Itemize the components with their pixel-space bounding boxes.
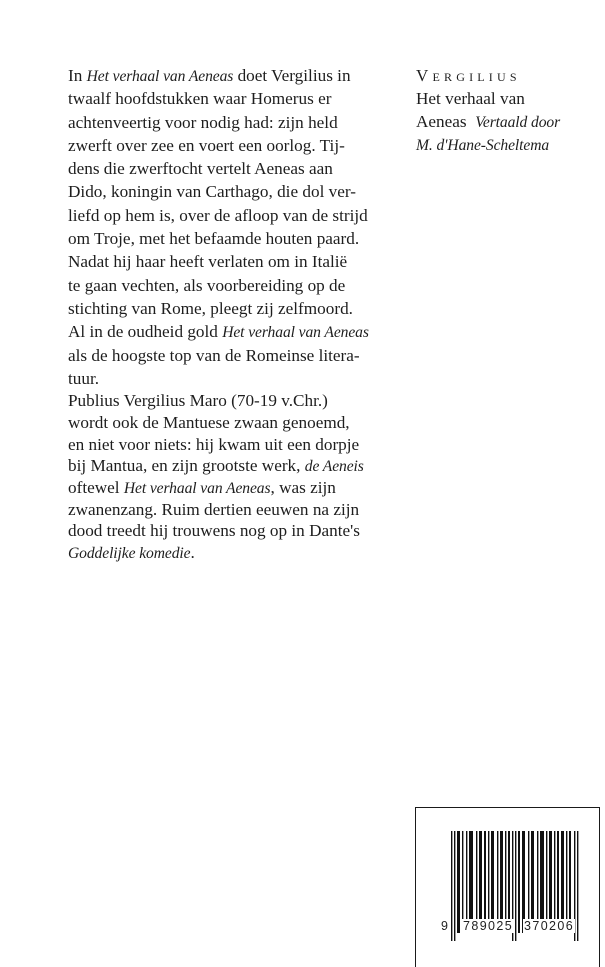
book-title-italic: Het verhaal van Aeneas: [123, 479, 271, 497]
text-line: wordt ook de Mantuese zwaan genoemd,: [68, 412, 350, 432]
book-title-line-1: Het verhaal van: [416, 89, 525, 108]
translator-name: M. d'Hane-Scheltema: [416, 137, 550, 154]
author-name: Vergilius: [416, 66, 521, 85]
text-run: bij Mantua, en zijn grootste werk,: [68, 456, 305, 476]
text-run: Al in de oudheid gold: [68, 322, 223, 342]
translated-by-label: Vertaald door: [475, 114, 561, 131]
text-line: dens die zwerftocht vertelt Aeneas aan: [68, 159, 333, 179]
isbn-lead-digit: 9: [441, 919, 448, 933]
text-line: zwerft over zee en voert een oorlog. Tij-: [68, 135, 345, 155]
book-title-italic: Goddelijke komedie: [68, 544, 191, 562]
text-run: , was zijn: [270, 477, 336, 497]
text-line: liefd op hem is, over de afloop van de strijd: [68, 205, 368, 225]
book-title-italic: Het verhaal van Aeneas: [86, 68, 234, 85]
text-line: [68, 455, 364, 477]
text-line: stichting van Rome, pleegt zij zelfmoord.: [68, 298, 353, 318]
text-line: en niet voor niets: hij kwam uit een dorpje: [68, 434, 360, 454]
text-line: [68, 64, 360, 87]
text-line: dood treedt hij trouwens nog op in Dante's: [68, 521, 360, 541]
back-cover-blurb: [68, 64, 369, 564]
text-line: [68, 320, 369, 343]
text-line: Dido, koningin van Carthago, die dol ver-: [68, 182, 356, 202]
text-line: [68, 542, 360, 564]
isbn-barcode-box: [415, 807, 600, 967]
colophon: [416, 64, 605, 157]
book-title-italic: de Aeneis: [304, 458, 364, 476]
text-run: In: [68, 66, 87, 85]
text-line: achtenveertig voor nodig had: zijn held: [68, 112, 338, 132]
text-line: tuur.: [68, 368, 100, 388]
text-run: .: [190, 542, 195, 562]
book-title-line-2-text: Aeneas: [416, 112, 467, 131]
isbn-digit-group-1: 789025: [463, 919, 514, 933]
text-line: als de hoogste top van de Romeinse litera-: [68, 345, 360, 365]
book-title-line-2: [416, 110, 605, 134]
isbn-digit-group-2: 370206: [524, 919, 575, 933]
text-line: Nadat hij haar heeft verlaten om in Italië: [68, 252, 348, 272]
text-run: doet Vergilius in: [233, 66, 351, 85]
text-line: te gaan vechten, als voorbereiding op de: [68, 275, 346, 295]
text-line: [68, 477, 360, 499]
text-line: om Troje, met het befaamde houten paard.: [68, 229, 360, 249]
blurb-paragraph-author-bio: [68, 390, 364, 564]
blurb-paragraph-summary: [68, 64, 369, 390]
text-line: zwanenzang. Ruim dertien eeuwen na zijn: [68, 499, 360, 519]
text-line: Publius Vergilius Maro (70-19 v.Chr.): [68, 391, 328, 411]
text-run: oftewel: [68, 477, 124, 497]
book-title-italic: Het verhaal van Aeneas: [222, 324, 369, 342]
text-line: twaalf hoofdstukken waar Homerus er: [68, 89, 332, 109]
